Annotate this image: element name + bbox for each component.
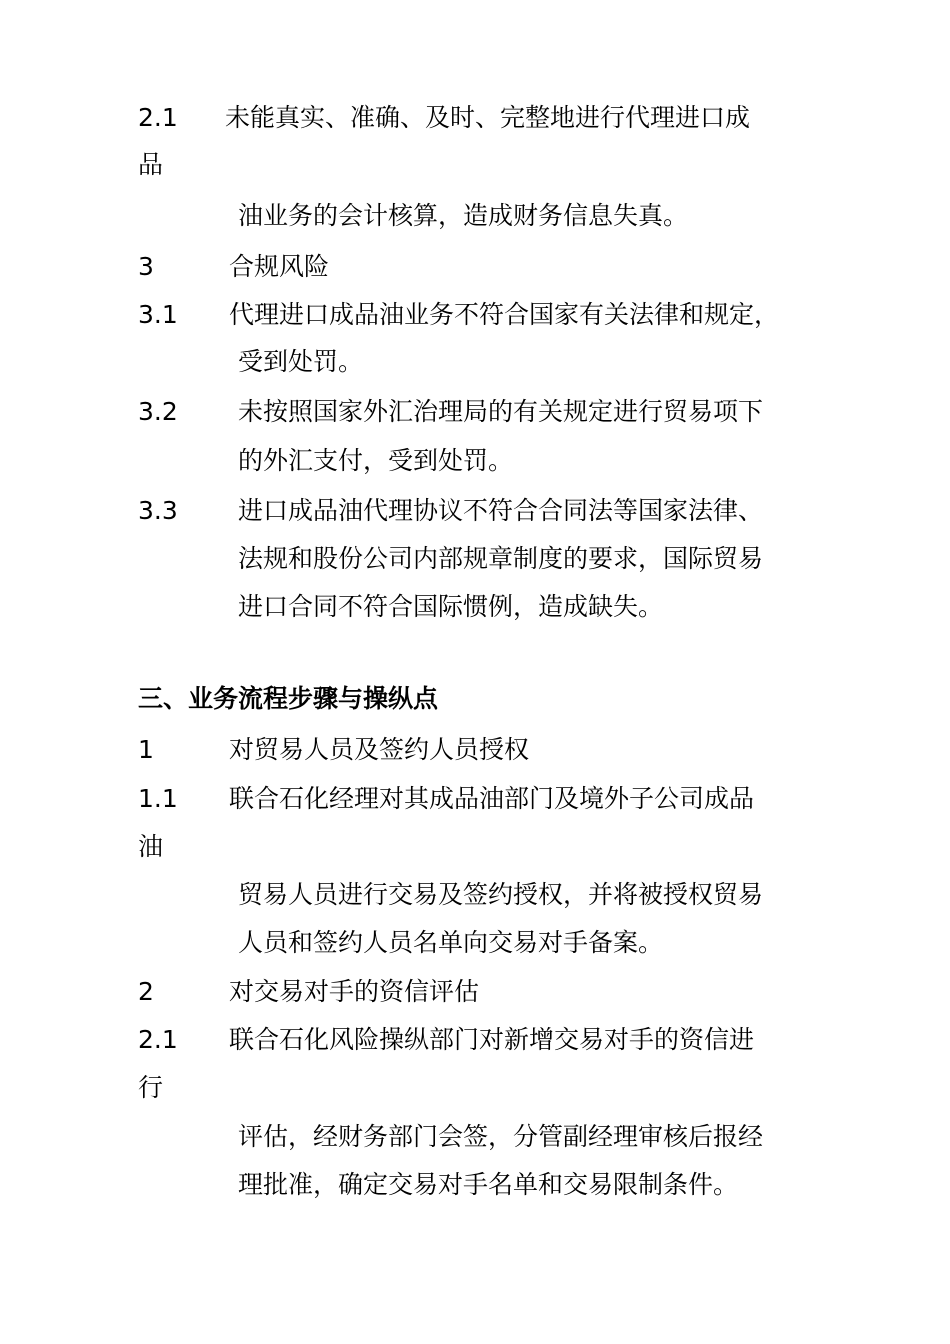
paragraph-line: 油 — [138, 832, 164, 861]
item-number: 3.1 — [138, 300, 178, 329]
paragraph-line: 未能真实、准确、及时、完整地进行代理进口成 — [225, 103, 751, 132]
item-number: 1.1 — [138, 784, 178, 813]
paragraph-line: 受到处罚。 — [238, 347, 364, 376]
section-heading: 对交易对手的资信评估 — [229, 977, 480, 1006]
paragraph-line: 代理进口成品油业务不符合国家有关法律和规定， — [229, 300, 780, 329]
paragraph-line: 未按照国家外汇治理局的有关规定进行贸易项下 — [238, 397, 764, 426]
paragraph-line: 理批准，确定交易对手名单和交易限制条件。 — [238, 1170, 739, 1199]
paragraph-line: 联合石化风险操纵部门对新增交易对手的资信进 — [229, 1025, 755, 1054]
paragraph-line: 联合石化经理对其成品油部门及境外子公司成品 — [229, 784, 755, 813]
item-number: 2.1 — [138, 103, 178, 132]
item-number: 3.3 — [138, 496, 178, 525]
item-number: 3 — [138, 252, 154, 281]
item-number: 3.2 — [138, 397, 178, 426]
paragraph-line: 行 — [138, 1073, 164, 1102]
paragraph-line: 进口合同不符合国际惯例，造成缺失。 — [238, 592, 664, 621]
item-number: 1 — [138, 735, 154, 764]
paragraph-line: 人员和签约人员名单向交易对手备案。 — [238, 928, 664, 957]
item-number: 2.1 — [138, 1025, 178, 1054]
paragraph-line: 的外汇支付，受到处罚。 — [238, 446, 514, 475]
paragraph-line: 油业务的会计核算，造成财务信息失真。 — [238, 201, 689, 230]
paragraph-line: 品 — [138, 150, 164, 179]
section-heading: 合规风险 — [229, 252, 330, 281]
paragraph-line: 贸易人员进行交易及签约授权，并将被授权贸易 — [238, 880, 764, 909]
section-heading: 对贸易人员及签约人员授权 — [229, 735, 530, 764]
paragraph-line: 法规和股份公司内部规章制度的要求，国际贸易 — [238, 544, 764, 573]
chapter-heading: 三、业务流程步骤与操纵点 — [138, 684, 439, 713]
paragraph-line: 评估，经财务部门会签，分管副经理审核后报经 — [238, 1122, 764, 1151]
item-number: 2 — [138, 977, 154, 1006]
paragraph-line: 进口成品油代理协议不符合合同法等国家法律、 — [238, 496, 764, 525]
